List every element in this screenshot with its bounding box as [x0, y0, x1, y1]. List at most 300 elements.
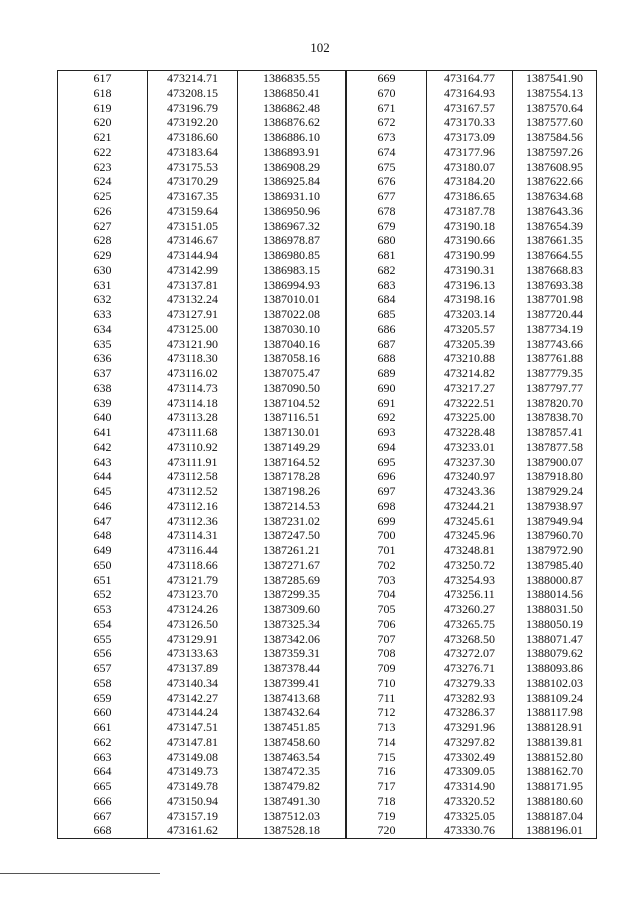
x-coordinate-cell: 473250.72 — [427, 558, 513, 573]
x-coordinate-cell: 473184.20 — [427, 174, 513, 189]
table-row — [347, 263, 597, 278]
y-coordinate-cell: 1387720.44 — [513, 307, 597, 322]
x-coordinate-cell: 473112.16 — [148, 499, 238, 514]
x-coordinate-cell: 473198.16 — [427, 292, 513, 307]
table-row — [58, 646, 346, 661]
table-row — [347, 587, 597, 602]
y-coordinate-cell: 1388079.62 — [513, 646, 597, 661]
table-row — [58, 337, 346, 352]
x-coordinate-cell: 473320.52 — [427, 794, 513, 809]
x-coordinate-cell: 473186.60 — [148, 130, 238, 145]
x-coordinate-cell: 473256.11 — [427, 587, 513, 602]
y-coordinate-cell: 1387900.07 — [513, 455, 597, 470]
x-coordinate-cell: 473121.79 — [148, 573, 238, 588]
y-coordinate-cell: 1387090.50 — [238, 381, 346, 396]
point-number-cell: 623 — [58, 160, 148, 175]
table-row — [347, 337, 597, 352]
table-row — [347, 573, 597, 588]
point-number-cell: 711 — [347, 691, 427, 706]
y-coordinate-cell: 1386978.87 — [238, 233, 346, 248]
point-number-cell: 622 — [58, 145, 148, 160]
table-row — [58, 307, 346, 322]
y-coordinate-cell: 1387541.90 — [513, 71, 597, 86]
table-row — [58, 499, 346, 514]
table-row — [347, 602, 597, 617]
table-row — [58, 248, 346, 263]
x-coordinate-cell: 473190.31 — [427, 263, 513, 278]
y-coordinate-cell: 1388152.80 — [513, 750, 597, 765]
point-number-cell: 641 — [58, 425, 148, 440]
y-coordinate-cell: 1387378.44 — [238, 661, 346, 676]
x-coordinate-cell: 473112.52 — [148, 484, 238, 499]
y-coordinate-cell: 1387985.40 — [513, 558, 597, 573]
y-coordinate-cell: 1387164.52 — [238, 455, 346, 470]
point-number-cell: 644 — [58, 469, 148, 484]
table-row — [347, 705, 597, 720]
y-coordinate-cell: 1387643.36 — [513, 204, 597, 219]
x-coordinate-cell: 473149.08 — [148, 750, 238, 765]
point-number-cell: 638 — [58, 381, 148, 396]
y-coordinate-cell: 1387198.26 — [238, 484, 346, 499]
table-row — [347, 661, 597, 676]
point-number-cell: 717 — [347, 779, 427, 794]
point-number-cell: 678 — [347, 204, 427, 219]
y-coordinate-cell: 1388102.03 — [513, 676, 597, 691]
x-coordinate-cell: 473187.78 — [427, 204, 513, 219]
x-coordinate-cell: 473164.77 — [427, 71, 513, 86]
x-coordinate-cell: 473170.29 — [148, 174, 238, 189]
x-coordinate-cell: 473279.33 — [427, 676, 513, 691]
x-coordinate-cell: 473113.28 — [148, 410, 238, 425]
table-row — [58, 425, 346, 440]
point-number-cell: 621 — [58, 130, 148, 145]
y-coordinate-cell: 1386925.84 — [238, 174, 346, 189]
x-coordinate-cell: 473297.82 — [427, 735, 513, 750]
table-row — [347, 558, 597, 573]
x-coordinate-cell: 473225.00 — [427, 410, 513, 425]
y-coordinate-cell: 1387030.10 — [238, 322, 346, 337]
table-row — [347, 484, 597, 499]
point-number-cell: 690 — [347, 381, 427, 396]
y-coordinate-cell: 1387661.35 — [513, 233, 597, 248]
x-coordinate-cell: 473330.76 — [427, 823, 513, 838]
y-coordinate-cell: 1387577.60 — [513, 115, 597, 130]
x-coordinate-cell: 473265.75 — [427, 617, 513, 632]
point-number-cell: 660 — [58, 705, 148, 720]
point-number-cell: 654 — [58, 617, 148, 632]
point-number-cell: 645 — [58, 484, 148, 499]
point-number-cell: 681 — [347, 248, 427, 263]
point-number-cell: 700 — [347, 528, 427, 543]
table-row — [347, 809, 597, 824]
point-number-cell: 684 — [347, 292, 427, 307]
y-coordinate-cell: 1386886.10 — [238, 130, 346, 145]
y-coordinate-cell: 1388180.60 — [513, 794, 597, 809]
x-coordinate-cell: 473110.92 — [148, 440, 238, 455]
table-row — [347, 219, 597, 234]
x-coordinate-cell: 473125.00 — [148, 322, 238, 337]
y-coordinate-cell: 1387570.64 — [513, 101, 597, 116]
table-row — [347, 381, 597, 396]
x-coordinate-cell: 473192.20 — [148, 115, 238, 130]
y-coordinate-cell: 1387479.82 — [238, 779, 346, 794]
point-number-cell: 643 — [58, 455, 148, 470]
y-coordinate-cell: 1387761.88 — [513, 351, 597, 366]
coordinates-table-right-body — [347, 71, 597, 839]
x-coordinate-cell: 473228.48 — [427, 425, 513, 440]
y-coordinate-cell: 1387584.56 — [513, 130, 597, 145]
table-row — [347, 86, 597, 101]
point-number-cell: 664 — [58, 764, 148, 779]
point-number-cell: 668 — [58, 823, 148, 838]
point-number-cell: 703 — [347, 573, 427, 588]
y-coordinate-cell: 1386931.10 — [238, 189, 346, 204]
table-row — [58, 558, 346, 573]
point-number-cell: 714 — [347, 735, 427, 750]
x-coordinate-cell: 473149.73 — [148, 764, 238, 779]
table-row — [347, 720, 597, 735]
point-number-cell: 705 — [347, 602, 427, 617]
coordinates-table-left-body — [58, 71, 346, 839]
table-row — [58, 189, 346, 204]
table-row — [58, 764, 346, 779]
point-number-cell: 688 — [347, 351, 427, 366]
x-coordinate-cell: 473248.81 — [427, 543, 513, 558]
x-coordinate-cell: 473126.50 — [148, 617, 238, 632]
table-row — [58, 86, 346, 101]
point-number-cell: 648 — [58, 528, 148, 543]
point-number-cell: 695 — [347, 455, 427, 470]
x-coordinate-cell: 473268.50 — [427, 632, 513, 647]
x-coordinate-cell: 473157.19 — [148, 809, 238, 824]
y-coordinate-cell: 1388071.47 — [513, 632, 597, 647]
point-number-cell: 665 — [58, 779, 148, 794]
table-row — [58, 469, 346, 484]
table-row — [347, 307, 597, 322]
x-coordinate-cell: 473214.82 — [427, 366, 513, 381]
x-coordinate-cell: 473150.94 — [148, 794, 238, 809]
x-coordinate-cell: 473116.44 — [148, 543, 238, 558]
x-coordinate-cell: 473149.78 — [148, 779, 238, 794]
table-row — [347, 764, 597, 779]
point-number-cell: 669 — [347, 71, 427, 86]
table-row — [347, 543, 597, 558]
x-coordinate-cell: 473205.39 — [427, 337, 513, 352]
point-number-cell: 639 — [58, 396, 148, 411]
y-coordinate-cell: 1387130.01 — [238, 425, 346, 440]
table-row — [347, 233, 597, 248]
table-row — [58, 204, 346, 219]
y-coordinate-cell: 1387178.28 — [238, 469, 346, 484]
x-coordinate-cell: 473240.97 — [427, 469, 513, 484]
point-number-cell: 653 — [58, 602, 148, 617]
x-coordinate-cell: 473146.67 — [148, 233, 238, 248]
y-coordinate-cell: 1387104.52 — [238, 396, 346, 411]
y-coordinate-cell: 1387342.06 — [238, 632, 346, 647]
point-number-cell: 663 — [58, 750, 148, 765]
y-coordinate-cell: 1388171.95 — [513, 779, 597, 794]
table-row — [58, 219, 346, 234]
y-coordinate-cell: 1386893.91 — [238, 145, 346, 160]
table-row — [58, 292, 346, 307]
y-coordinate-cell: 1387554.13 — [513, 86, 597, 101]
point-number-cell: 696 — [347, 469, 427, 484]
table-row — [58, 602, 346, 617]
point-number-cell: 670 — [347, 86, 427, 101]
table-row — [58, 720, 346, 735]
table-row — [58, 381, 346, 396]
point-number-cell: 620 — [58, 115, 148, 130]
x-coordinate-cell: 473177.96 — [427, 145, 513, 160]
table-row — [58, 145, 346, 160]
point-number-cell: 658 — [58, 676, 148, 691]
point-number-cell: 651 — [58, 573, 148, 588]
point-number-cell: 702 — [347, 558, 427, 573]
x-coordinate-cell: 473142.27 — [148, 691, 238, 706]
x-coordinate-cell: 473233.01 — [427, 440, 513, 455]
point-number-cell: 619 — [58, 101, 148, 116]
y-coordinate-cell: 1387309.60 — [238, 602, 346, 617]
point-number-cell: 636 — [58, 351, 148, 366]
point-number-cell: 655 — [58, 632, 148, 647]
point-number-cell: 689 — [347, 366, 427, 381]
y-coordinate-cell: 1388031.50 — [513, 602, 597, 617]
x-coordinate-cell: 473314.90 — [427, 779, 513, 794]
x-coordinate-cell: 473142.99 — [148, 263, 238, 278]
point-number-cell: 662 — [58, 735, 148, 750]
x-coordinate-cell: 473291.96 — [427, 720, 513, 735]
point-number-cell: 649 — [58, 543, 148, 558]
point-number-cell: 634 — [58, 322, 148, 337]
table-row — [58, 779, 346, 794]
y-coordinate-cell: 1387838.70 — [513, 410, 597, 425]
point-number-cell: 625 — [58, 189, 148, 204]
x-coordinate-cell: 473118.66 — [148, 558, 238, 573]
x-coordinate-cell: 473214.71 — [148, 71, 238, 86]
x-coordinate-cell: 473276.71 — [427, 661, 513, 676]
table-row — [58, 71, 346, 86]
table-row — [58, 278, 346, 293]
table-row — [58, 632, 346, 647]
point-number-cell: 675 — [347, 160, 427, 175]
table-row — [58, 691, 346, 706]
table-row — [58, 514, 346, 529]
table-row — [347, 676, 597, 691]
table-row — [347, 351, 597, 366]
table-row — [58, 410, 346, 425]
y-coordinate-cell: 1387491.30 — [238, 794, 346, 809]
x-coordinate-cell: 473190.66 — [427, 233, 513, 248]
table-row — [58, 160, 346, 175]
point-number-cell: 706 — [347, 617, 427, 632]
point-number-cell: 633 — [58, 307, 148, 322]
point-number-cell: 694 — [347, 440, 427, 455]
table-row — [347, 514, 597, 529]
x-coordinate-cell: 473186.65 — [427, 189, 513, 204]
y-coordinate-cell: 1387972.90 — [513, 543, 597, 558]
table-row — [58, 455, 346, 470]
point-number-cell: 666 — [58, 794, 148, 809]
x-coordinate-cell: 473112.36 — [148, 514, 238, 529]
x-coordinate-cell: 473114.31 — [148, 528, 238, 543]
table-row — [58, 617, 346, 632]
table-row — [347, 130, 597, 145]
y-coordinate-cell: 1388000.87 — [513, 573, 597, 588]
x-coordinate-cell: 473272.07 — [427, 646, 513, 661]
x-coordinate-cell: 473137.81 — [148, 278, 238, 293]
point-number-cell: 650 — [58, 558, 148, 573]
x-coordinate-cell: 473190.99 — [427, 248, 513, 263]
y-coordinate-cell: 1387820.70 — [513, 396, 597, 411]
x-coordinate-cell: 473137.89 — [148, 661, 238, 676]
y-coordinate-cell: 1387458.60 — [238, 735, 346, 750]
point-number-cell: 686 — [347, 322, 427, 337]
table-row — [347, 794, 597, 809]
x-coordinate-cell: 473196.13 — [427, 278, 513, 293]
x-coordinate-cell: 473302.49 — [427, 750, 513, 765]
y-coordinate-cell: 1388093.86 — [513, 661, 597, 676]
x-coordinate-cell: 473243.36 — [427, 484, 513, 499]
table-row — [347, 278, 597, 293]
y-coordinate-cell: 1387299.35 — [238, 587, 346, 602]
point-number-cell: 661 — [58, 720, 148, 735]
x-coordinate-cell: 473164.93 — [427, 86, 513, 101]
table-row — [347, 646, 597, 661]
point-number-cell: 679 — [347, 219, 427, 234]
x-coordinate-cell: 473196.79 — [148, 101, 238, 116]
point-number-cell: 674 — [347, 145, 427, 160]
point-number-cell: 710 — [347, 676, 427, 691]
x-coordinate-cell: 473244.21 — [427, 499, 513, 514]
table-row — [58, 823, 346, 838]
x-coordinate-cell: 473151.05 — [148, 219, 238, 234]
x-coordinate-cell: 473123.70 — [148, 587, 238, 602]
point-number-cell: 683 — [347, 278, 427, 293]
table-row — [58, 322, 346, 337]
point-number-cell: 709 — [347, 661, 427, 676]
x-coordinate-cell: 473147.51 — [148, 720, 238, 735]
x-coordinate-cell: 473173.09 — [427, 130, 513, 145]
table-row — [347, 71, 597, 86]
x-coordinate-cell: 473144.24 — [148, 705, 238, 720]
point-number-cell: 626 — [58, 204, 148, 219]
x-coordinate-cell: 473133.63 — [148, 646, 238, 661]
y-coordinate-cell: 1388139.81 — [513, 735, 597, 750]
table-row — [347, 469, 597, 484]
y-coordinate-cell: 1387432.64 — [238, 705, 346, 720]
y-coordinate-cell: 1387797.77 — [513, 381, 597, 396]
y-coordinate-cell: 1388117.98 — [513, 705, 597, 720]
x-coordinate-cell: 473124.26 — [148, 602, 238, 617]
y-coordinate-cell: 1387528.18 — [238, 823, 346, 838]
point-number-cell: 699 — [347, 514, 427, 529]
y-coordinate-cell: 1386983.15 — [238, 263, 346, 278]
y-coordinate-cell: 1387451.85 — [238, 720, 346, 735]
y-coordinate-cell: 1387010.01 — [238, 292, 346, 307]
point-number-cell: 652 — [58, 587, 148, 602]
point-number-cell: 673 — [347, 130, 427, 145]
y-coordinate-cell: 1386950.96 — [238, 204, 346, 219]
y-coordinate-cell: 1387261.21 — [238, 543, 346, 558]
table-row — [58, 440, 346, 455]
x-coordinate-cell: 473325.05 — [427, 809, 513, 824]
x-coordinate-cell: 473237.30 — [427, 455, 513, 470]
table-row — [347, 735, 597, 750]
x-coordinate-cell: 473254.93 — [427, 573, 513, 588]
y-coordinate-cell: 1386994.93 — [238, 278, 346, 293]
x-coordinate-cell: 473183.64 — [148, 145, 238, 160]
y-coordinate-cell: 1387597.26 — [513, 145, 597, 160]
table-row — [347, 691, 597, 706]
point-number-cell: 629 — [58, 248, 148, 263]
point-number-cell: 671 — [347, 101, 427, 116]
x-coordinate-cell: 473282.93 — [427, 691, 513, 706]
point-number-cell: 719 — [347, 809, 427, 824]
y-coordinate-cell: 1388187.04 — [513, 809, 597, 824]
x-coordinate-cell: 473111.68 — [148, 425, 238, 440]
x-coordinate-cell: 473118.30 — [148, 351, 238, 366]
x-coordinate-cell: 473170.33 — [427, 115, 513, 130]
bottom-divider — [0, 873, 160, 874]
point-number-cell: 646 — [58, 499, 148, 514]
x-coordinate-cell: 473167.57 — [427, 101, 513, 116]
x-coordinate-cell: 473286.37 — [427, 705, 513, 720]
y-coordinate-cell: 1387463.54 — [238, 750, 346, 765]
table-row — [58, 735, 346, 750]
point-number-cell: 647 — [58, 514, 148, 529]
point-number-cell: 630 — [58, 263, 148, 278]
y-coordinate-cell: 1387413.68 — [238, 691, 346, 706]
table-row — [347, 248, 597, 263]
table-row — [347, 632, 597, 647]
point-number-cell: 677 — [347, 189, 427, 204]
x-coordinate-cell: 473222.51 — [427, 396, 513, 411]
table-row — [347, 322, 597, 337]
point-number-cell: 642 — [58, 440, 148, 455]
y-coordinate-cell: 1387075.47 — [238, 366, 346, 381]
page-number: 102 — [310, 40, 330, 55]
y-coordinate-cell: 1388162.70 — [513, 764, 597, 779]
table-row — [58, 351, 346, 366]
point-number-cell: 697 — [347, 484, 427, 499]
table-row — [347, 292, 597, 307]
table-row — [347, 189, 597, 204]
y-coordinate-cell: 1386908.29 — [238, 160, 346, 175]
table-row — [347, 440, 597, 455]
coordinates-table-right — [346, 70, 597, 839]
table-row — [58, 263, 346, 278]
y-coordinate-cell: 1387668.83 — [513, 263, 597, 278]
y-coordinate-cell: 1387608.95 — [513, 160, 597, 175]
table-row — [58, 676, 346, 691]
y-coordinate-cell: 1387512.03 — [238, 809, 346, 824]
x-coordinate-cell: 473129.91 — [148, 632, 238, 647]
y-coordinate-cell: 1387040.16 — [238, 337, 346, 352]
table-row — [347, 823, 597, 838]
y-coordinate-cell: 1387149.29 — [238, 440, 346, 455]
point-number-cell: 631 — [58, 278, 148, 293]
y-coordinate-cell: 1386850.41 — [238, 86, 346, 101]
y-coordinate-cell: 1388196.01 — [513, 823, 597, 838]
table-row — [58, 174, 346, 189]
table-row — [58, 528, 346, 543]
table-row — [58, 750, 346, 765]
x-coordinate-cell: 473121.90 — [148, 337, 238, 352]
point-number-cell: 657 — [58, 661, 148, 676]
y-coordinate-cell: 1386835.55 — [238, 71, 346, 86]
x-coordinate-cell: 473140.34 — [148, 676, 238, 691]
y-coordinate-cell: 1387877.58 — [513, 440, 597, 455]
